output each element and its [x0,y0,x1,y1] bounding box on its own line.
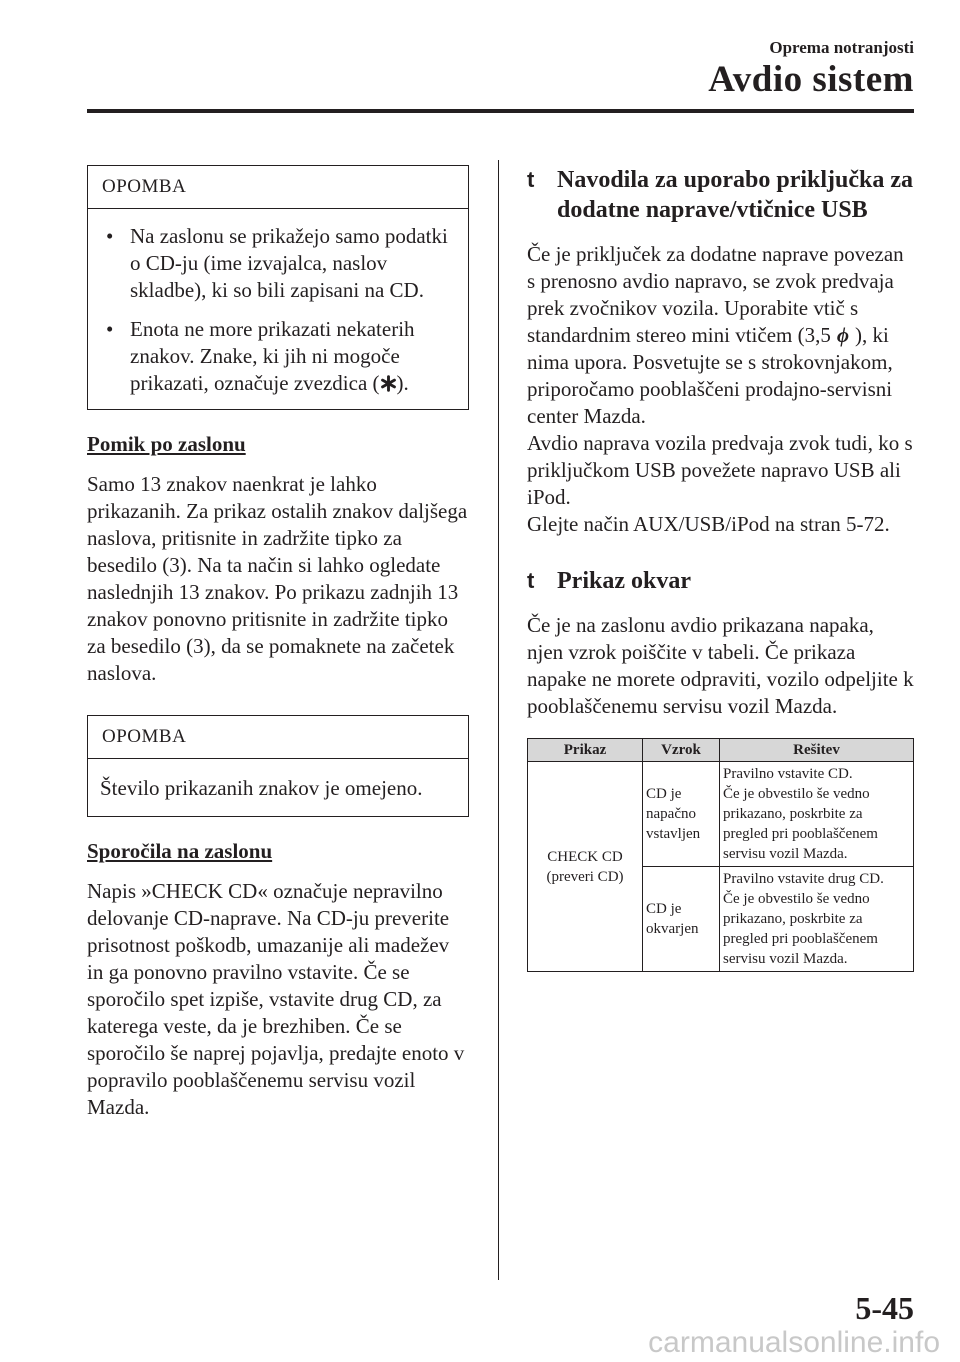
note-box-count [87,715,469,817]
note-bullet-text-start: Enota ne more prikazati nekaterih znakov. Znake, ki jih ni mogoče prikazati, označuje zvezdica ( [130,317,415,395]
note-label: OPOMBA [88,716,468,759]
table-header-cell: Prikaz [528,739,643,762]
note-bullet [100,316,456,397]
fix-cell: Pravilno vstavite CD. Če je obvestilo še vedno prikazano, poskrbite za pregled pri pooblaščenem servisu vozil Mazda. [720,762,914,867]
column-divider [498,160,499,1280]
note-bullet-text-end: ). [396,371,409,395]
scroll-heading: Pomik po zaslonu [87,432,246,456]
note-bullet-text: Na zaslonu se prikažejo samo podatki o CD-ju (ime izvajalca, naslov skladbe), ki so bili zapisani na CD. [130,224,448,302]
aux-text-start: Če je priključek za dodatne naprave povezan s prenosno avdio napravo, se zvok predvaja prek zvočnikov vozila. Uporabite vtič s standardnim stereo mini vtičem (3,5 [527,242,904,347]
note-box-display [87,165,469,410]
aux-heading [527,165,914,225]
left-column [87,165,469,1149]
scroll-text: Samo 13 znakov naenkrat je lahko prikazanih. Za prikaz ostalih znakov daljšega naslova, pritisnite in zadržite tipko za besedilo (3). Na ta način si lahko ogledate naslednjih 13 znakov. Po prikazu zadnjih 13 znakov ponovno pritisnite in zadržite tipko za besedilo (3), da se pomaknete na začetek naslova. [87,472,468,685]
errors-heading [527,566,914,596]
note-label: OPOMBA [88,166,468,209]
page-title: Avdio sistem [708,59,914,100]
error-table [527,738,914,972]
aux-text [527,241,914,430]
messages-heading: Sporočila na zaslonu [87,839,273,863]
header-rule [87,109,914,113]
note-text: Število prikazanih znakov je omejeno. [100,776,423,800]
aux-heading-text: Navodila za uporabo priključka za dodatne naprave/vtičnice USB [557,167,914,223]
errors-heading-text: Prikaz okvar [557,568,691,594]
messages-text: Napis »CHECK CD« označuje nepravilno delovanje CD-naprave. Na CD-ju preverite prisotnost poškodb, umazanije ali madežev in ga ponovno pravilno vstavite. Če se sporočilo spet izpiše, vstavite drug CD, za katerega veste, da je brezhiben. Če se sporočilo še naprej pojavlja, predajte enoto v popravilo pooblaščenemu servisu vozil Mazda. [87,879,465,1119]
aux-usb-text: Avdio naprava vozila predvaja zvok tudi, ko s priključkom USB povežete napravo USB ali iPod. [527,431,913,509]
cause-cell: CD je napačno vstavljen [643,762,720,867]
aux-text-end: ), ki nima upora. Posvetujte se s strokovnjakom, priporočamo pooblaščeni prodajno-servisni center Mazda. [527,323,893,428]
table-header-row [528,739,914,762]
section-label: Oprema notranjosti [769,38,914,57]
diameter-icon: ϕ [836,323,849,347]
asterisk-icon [380,375,397,392]
errors-text: Če je na zaslonu avdio prikazana napaka, njen vzrok poiščite v tabeli. Če prikaza napake ne morete odpraviti, vozilo odpeljite k pooblaščenemu servisu vozil Mazda. [527,613,914,718]
note-bullet [100,223,456,304]
fix-cell: Pravilno vstavite drug CD. Če je obvestilo še vedno prikazano, poskrbite za pregled pri pooblaščenem servisu vozil Mazda. [720,867,914,972]
cause-cell: CD je okvarjen [643,867,720,972]
section-marker-icon: t [527,568,535,593]
table-header-cell: Rešitev [720,739,914,762]
watermark: carmanualsonline.info [648,1326,940,1359]
aux-reference: Glejte način AUX/USB/iPod na stran 5-72. [527,512,890,536]
table-header-cell: Vzrok [643,739,720,762]
bullet-icon: • [106,317,114,341]
right-column [527,165,914,972]
display-cell: CHECK CD (preveri CD) [528,762,643,972]
page-number: 5-45 [855,1290,914,1326]
bullet-icon: • [106,224,114,248]
note-body [88,209,468,409]
note-bullet-text [130,316,456,397]
section-marker-icon: t [527,167,535,192]
table-row [528,762,914,867]
